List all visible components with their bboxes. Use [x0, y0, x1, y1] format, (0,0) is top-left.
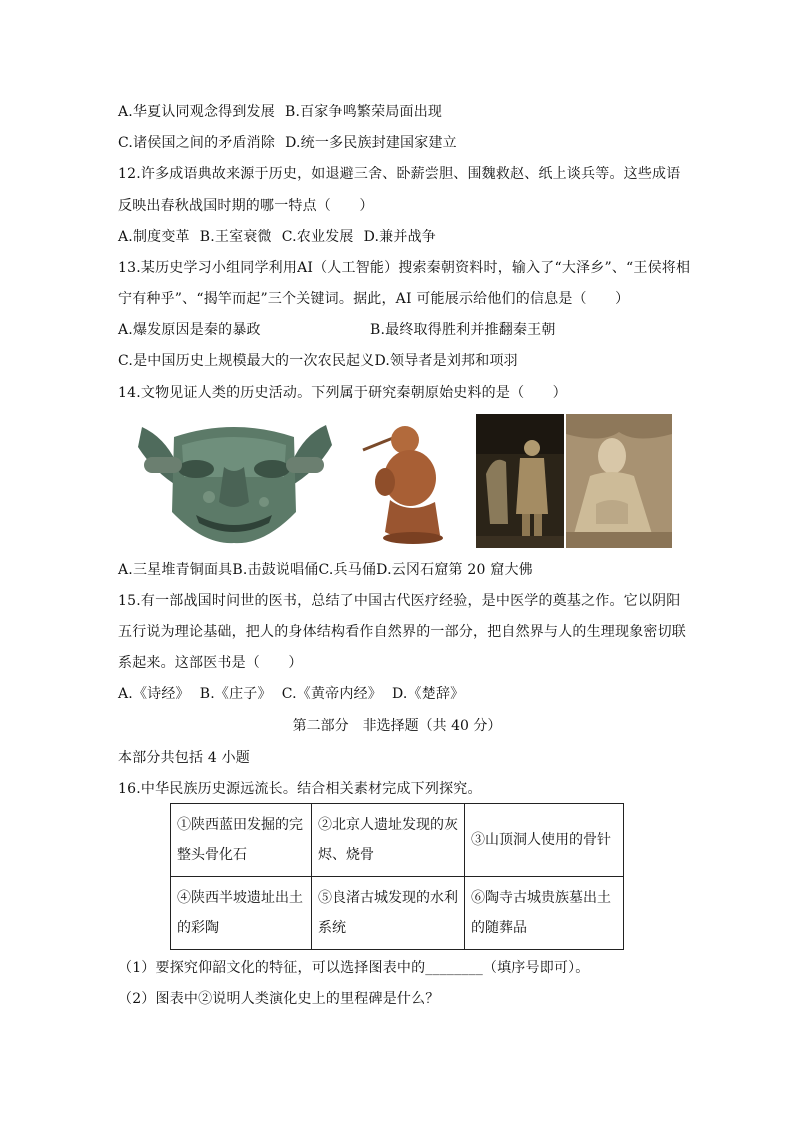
q15-option-a: A.《诗经》 [118, 686, 190, 702]
q15-option-c: C.《黄帝内经》 [281, 686, 382, 702]
q16-stem: 16.中华民族历史源远流长。结合相关素材完成下列探究。 [118, 781, 482, 797]
table-cell: ②北京人遗址发现的灰烬、烧骨 [312, 804, 465, 877]
table-cell: ①陕西蓝田发掘的完整头骨化石 [171, 804, 312, 877]
q12-option-d: D.兼并战争 [363, 229, 436, 245]
q12-option-b: B.王室衰微 [199, 229, 272, 245]
yungang-buddha-image [566, 414, 672, 548]
q11-option-a: A.华夏认同观念得到发展 [118, 104, 275, 120]
q11-option-b: B.百家争鸣繁荣局面出现 [284, 104, 443, 120]
drummer-figurine-image [355, 420, 463, 548]
q15-option-d: D.《楚辞》 [391, 686, 465, 702]
q13-options-row2 [118, 351, 518, 371]
q13-stem-line2: 宁有种乎”、“揭竿而起”三个关键词。据此，AI 可能展示给他们的信息是（ ） [118, 291, 630, 307]
q15-options [118, 684, 464, 704]
part2-title: 第二部分 非选择题（共 40 分） [292, 718, 502, 734]
q12-option-a: A.制度变革 [118, 229, 190, 245]
q12-stem-line1: 12.许多成语典故来源于历史，如退避三舍、卧薪尝胆、围魏救赵、纸上谈兵等。这些成语 [118, 166, 681, 182]
q13-stem-line1: 13.某历史学习小组同学利用AI（人工智能）搜索秦朝资料时，输入了“大泽乡”、“王侯将相 [118, 260, 691, 276]
q15-option-b: B.《庄子》 [199, 686, 272, 702]
bronze-mask-image [124, 417, 344, 547]
q15-stem-line2: 五行说为理论基础，把人的身体结构看作自然界的一部分，把自然界与人的生理现象密切联 [118, 624, 686, 640]
q11-option-c: C.诸侯国之间的矛盾消除 [118, 135, 276, 151]
q13-option-c: C.是中国历史上规模最大的一次农民起义 [118, 353, 375, 369]
materials-table [170, 803, 624, 950]
q13-option-d: D.领导者是刘邦和项羽 [374, 353, 518, 369]
q11-options-row2 [118, 133, 457, 153]
part2-note: 本部分共包括 4 小题 [118, 750, 251, 766]
q12-option-c: C.农业发展 [281, 229, 354, 245]
q12-stem-line2: 反映出春秋战国时期的哪一特点（ ） [118, 198, 374, 214]
q13-options-row1 [118, 320, 556, 340]
q14-stem: 14.文物见证人类的历史活动。下列属于研究秦朝原始史料的是（ ） [118, 385, 567, 401]
q13-option-b: B.最终取得胜利并推翻秦王朝 [370, 322, 556, 338]
q14-options: A.三星堆青铜面具B.击鼓说唱俑C.兵马俑D.云冈石窟第 20 窟大佛 [118, 562, 533, 578]
q15-stem-line3: 系起来。这部医书是（ ） [118, 655, 303, 671]
table-row [171, 804, 624, 877]
table-cell: ⑤良渚古城发现的水利系统 [312, 877, 465, 950]
q13-option-a: A.爆发原因是秦的暴政 [118, 322, 261, 338]
q11-option-d: D.统一多民族封建国家建立 [285, 135, 457, 151]
table-cell: ⑥陶寺古城贵族墓出土的随葬品 [465, 877, 624, 950]
table-cell: ③山顶洞人使用的骨针 [465, 804, 624, 877]
table-row [171, 877, 624, 950]
q12-options [118, 227, 436, 247]
table-cell: ④陕西半坡遗址出土的彩陶 [171, 877, 312, 950]
q11-options-row1 [118, 102, 442, 122]
q16-sub2: （2）图表中②说明人类演化史上的里程碑是什么？ [118, 991, 440, 1007]
terracotta-warriors-image [476, 414, 564, 548]
q15-stem-line1: 15.有一部战国时问世的医书，总结了中国古代医疗经验，是中医学的奠基之作。它以阴阳 [118, 593, 681, 609]
q16-sub1: （1）要探究仰韶文化的特征，可以选择图表中的________（填序号即可）。 [118, 960, 590, 976]
